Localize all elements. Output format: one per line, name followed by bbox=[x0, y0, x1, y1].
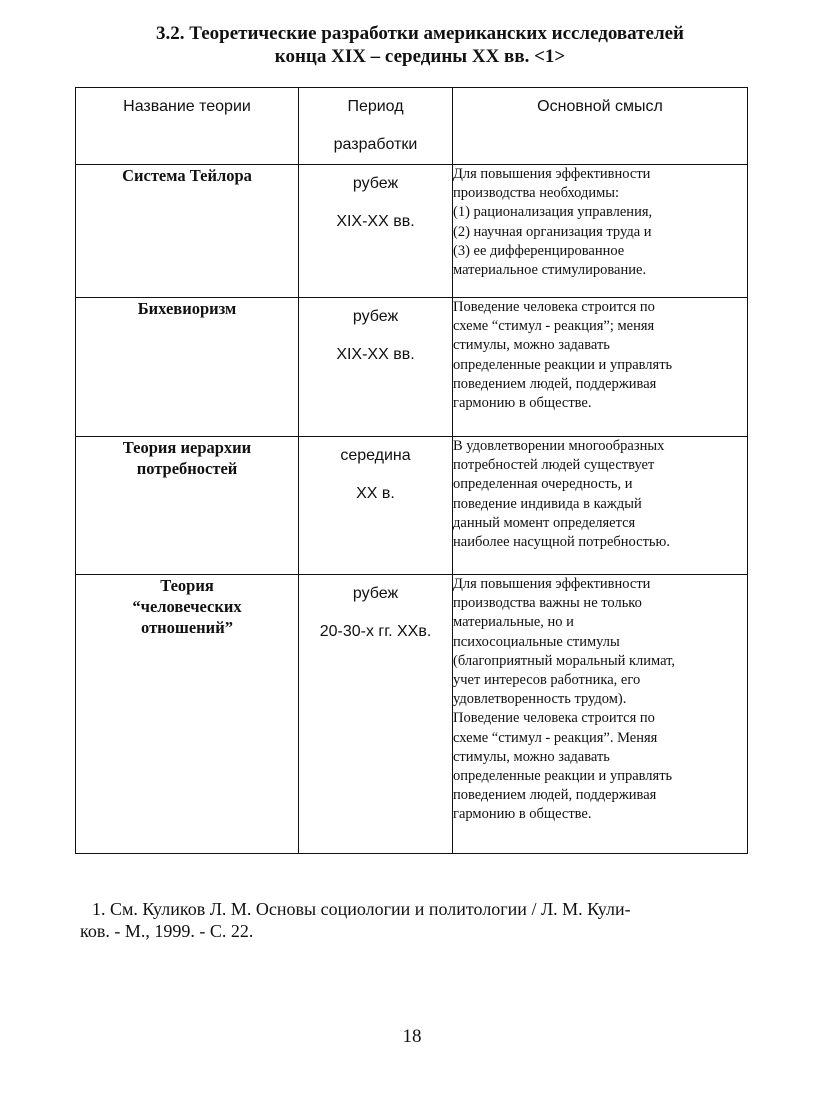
period-line: XIX-XX вв. bbox=[336, 213, 415, 230]
period-cell bbox=[299, 437, 453, 575]
period-line: рубеж bbox=[352, 308, 399, 325]
meaning-cell bbox=[453, 575, 748, 854]
meaning-line: (1) рационализация управления, bbox=[453, 204, 653, 221]
theory-name-line: Система Тейлора bbox=[122, 166, 252, 185]
meaning-line: стимулы, можно задавать bbox=[453, 337, 610, 354]
meaning-line: (2) научная организация труда и bbox=[453, 223, 652, 240]
meaning-line: Для повышения эффективности bbox=[453, 576, 651, 592]
meaning-line: поведением людей, поддерживая bbox=[453, 375, 657, 392]
theory-name-cell bbox=[76, 298, 299, 437]
theory-name-line: потребностей bbox=[136, 459, 238, 478]
table-row bbox=[76, 575, 748, 854]
theory-name-line: Теория bbox=[160, 576, 214, 595]
header-theory-name-text: Название теории bbox=[123, 98, 251, 115]
meaning-line: наиболее насущной потребностью. bbox=[453, 534, 670, 551]
footnote bbox=[80, 898, 750, 942]
meaning-cell bbox=[453, 165, 748, 298]
period-line: XX в. bbox=[356, 485, 395, 502]
meaning-line: потребностей людей существует bbox=[453, 457, 655, 474]
period-line: XIX-XX вв. bbox=[336, 346, 415, 363]
theory-name-cell bbox=[76, 575, 299, 854]
period-cell bbox=[299, 165, 453, 298]
meaning-line: удовлетворенность трудом). bbox=[453, 691, 627, 708]
meaning-line: поведением людей, поддерживая bbox=[453, 787, 657, 804]
table-row bbox=[76, 298, 748, 437]
theory-name-line: Теория иерархии bbox=[122, 438, 252, 457]
meaning-line: гармонию в обществе. bbox=[453, 806, 592, 823]
meaning-line: материальные, но и bbox=[453, 614, 574, 631]
meaning-line: учет интересов работника, его bbox=[453, 672, 641, 689]
header-period-line: Период bbox=[347, 98, 404, 115]
theory-name-cell bbox=[76, 437, 299, 575]
meaning-line: определенная очередность, и bbox=[453, 476, 633, 493]
meaning-line: Поведение человека строится по bbox=[453, 299, 655, 315]
header-period bbox=[299, 88, 453, 165]
footnote-line-1: 1. См. Куликов Л. М. Основы социологии и политологии / Л. М. Кули- bbox=[92, 899, 631, 919]
header-meaning-text: Основной смысл bbox=[537, 98, 663, 115]
header-meaning bbox=[453, 88, 748, 165]
meaning-line: Для повышения эффективности bbox=[453, 166, 651, 182]
meaning-line: В удовлетворении многообразных bbox=[453, 438, 665, 454]
meaning-cell bbox=[453, 298, 748, 437]
meaning-line: определенные реакции и управлять bbox=[453, 356, 673, 373]
meaning-line: материальное стимулирование. bbox=[453, 262, 647, 279]
meaning-line: схеме “стимул - реакция”. Меняя bbox=[453, 729, 658, 746]
footnote-line-2: ков. - М., 1999. - С. 22. bbox=[80, 921, 254, 941]
meaning-line: поведение индивида в каждый bbox=[453, 495, 642, 512]
heading-line-2: конца XIX – середины XX вв. <1> bbox=[274, 46, 566, 67]
theory-name-line: отношений” bbox=[141, 618, 233, 637]
meaning-line: (благоприятный моральный климат, bbox=[453, 652, 676, 669]
period-line: рубеж bbox=[352, 585, 399, 602]
meaning-line: производства необходимы: bbox=[453, 185, 620, 202]
period-line: 20-30-х гг. XXв. bbox=[319, 623, 432, 640]
page-number: 18 bbox=[402, 1026, 422, 1047]
table-row bbox=[76, 165, 748, 298]
header-period-line: разработки bbox=[333, 136, 418, 153]
period-line: рубеж bbox=[352, 175, 399, 192]
header-theory-name bbox=[76, 88, 299, 165]
period-line: середина bbox=[340, 447, 411, 464]
meaning-line: гармонию в обществе. bbox=[453, 395, 592, 412]
meaning-cell bbox=[453, 437, 748, 575]
period-cell bbox=[299, 575, 453, 854]
meaning-line: производства важны не только bbox=[453, 595, 642, 612]
table-row bbox=[76, 437, 748, 575]
meaning-line: схеме “стимул - реакция”; меняя bbox=[453, 318, 655, 335]
section-heading bbox=[60, 22, 780, 68]
theory-name-line: “человеческих bbox=[132, 597, 242, 616]
theories-table bbox=[75, 87, 748, 854]
meaning-line: определенные реакции и управлять bbox=[453, 768, 673, 785]
meaning-line: (3) ее дифференцированное bbox=[453, 242, 625, 259]
period-cell bbox=[299, 298, 453, 437]
meaning-line: психосоциальные стимулы bbox=[453, 633, 620, 650]
theory-name-line: Бихевиоризм bbox=[137, 299, 237, 318]
meaning-line: Поведение человека строится по bbox=[453, 710, 655, 727]
meaning-line: стимулы, можно задавать bbox=[453, 748, 610, 765]
heading-line-1: 3.2. Теоретические разработки американских исследователей bbox=[156, 23, 684, 44]
meaning-line: данный момент определяется bbox=[453, 514, 636, 531]
theory-name-cell bbox=[76, 165, 299, 298]
table-header-row bbox=[76, 88, 748, 165]
